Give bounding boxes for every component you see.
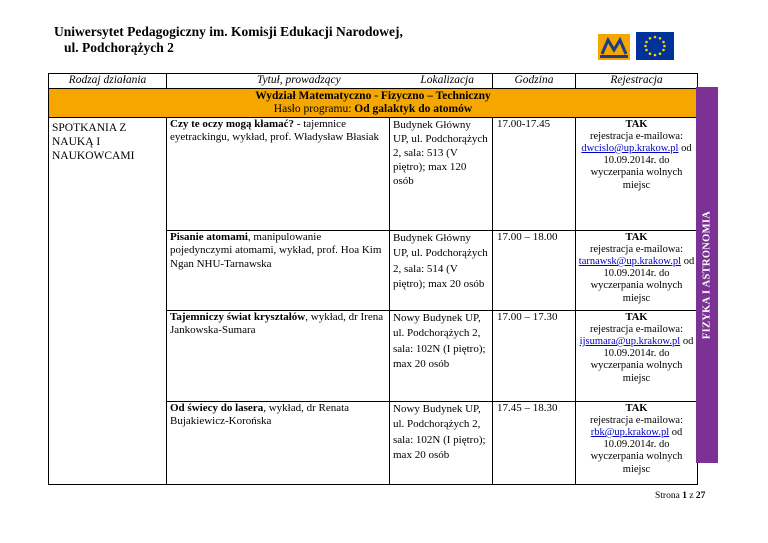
- sidebar-label: FIZYKA I ASTRONOMIA: [701, 210, 713, 340]
- col-header-title-location: [167, 74, 493, 89]
- event-location: Budynek Główny UP, ul. Podchorążych 2, sala: 514 (V piętro); max 20 osób: [390, 230, 493, 310]
- subject-sidebar: [696, 87, 718, 463]
- faculty-name: Wydział Matematyczno - Fizyczno – Techniczny: [255, 89, 491, 102]
- col-header-registration: Rejestracja: [576, 74, 698, 89]
- col-header-type: Rodzaj działania: [49, 74, 167, 89]
- event-registration: TAK rejestracja e-mailowa: tarnawsk@up.krakow.pl od 10.09.2014r. do wyczerpania wolnych miejsc: [576, 230, 698, 310]
- registration-email-link[interactable]: tarnawsk@up.krakow.pl: [578, 255, 682, 267]
- header-line-2: ul. Podchorążych 2: [64, 40, 174, 55]
- event-title: Czy te oczy mogą kłamać? - tajemnice eyetrackingu, wykład, prof. Władysław Błasiak: [167, 117, 390, 230]
- col-header-time: Godzina: [493, 74, 576, 89]
- category-cell: SPOTKANIA Z NAUKĄ I NAUKOWCAMI: [49, 117, 167, 484]
- col-header-title: Tytuł, prowadzący: [257, 74, 341, 86]
- event-registration: TAK rejestracja e-mailowa: dwcislo@up.krakow.pl od 10.09.2014r. do wyczerpania wolnych miejsc: [576, 117, 698, 230]
- page-footer: Strona 1 z 27: [655, 491, 706, 501]
- registration-email-link[interactable]: rbk@up.krakow.pl: [590, 426, 670, 438]
- registration-email-link[interactable]: ijsumara@up.krakow.pl: [579, 335, 681, 347]
- event-location: Nowy Budynek UP, ul. Podchorążych 2, sala: 102N (I piętro); max 20 osób: [390, 401, 493, 484]
- document-header: [54, 24, 403, 56]
- event-time: 17.00 – 17.30: [493, 310, 576, 401]
- faculty-banner: [49, 88, 698, 117]
- university-logo-icon: [598, 34, 630, 60]
- program-motto: Hasło programu: Od galaktyk do atomów: [273, 102, 473, 115]
- motto-text: Od galaktyk do atomów: [354, 102, 473, 115]
- event-time: 17.00-17.45: [493, 117, 576, 230]
- column-header-row: [49, 74, 698, 89]
- table-row: [49, 117, 698, 230]
- event-registration: TAK rejestracja e-mailowa: rbk@up.krakow.pl od 10.09.2014r. do wyczerpania wolnych miejsc: [576, 401, 698, 484]
- col-header-location: Lokalizacja: [420, 74, 474, 86]
- registration-email-link[interactable]: dwcislo@up.krakow.pl: [581, 142, 679, 154]
- page-number: 1: [682, 491, 687, 501]
- event-title: Tajemniczy świat kryształów, wykład, dr Irena Jankowska-Sumara: [167, 310, 390, 401]
- event-registration: TAK rejestracja e-mailowa: ijsumara@up.krakow.pl od 10.09.2014r. do wyczerpania wolnych miejsc: [576, 310, 698, 401]
- event-location: Budynek Główny UP, ul. Podchorążych 2, sala: 513 (V piętro); max 120 osób: [390, 117, 493, 230]
- header-line-1: Uniwersytet Pedagogiczny im. Komisji Edukacji Narodowej,: [54, 24, 403, 39]
- page-total: 27: [695, 491, 706, 501]
- event-location: Nowy Budynek UP, ul. Podchorążych 2, sala: 102N (I piętro); max 20 osób: [390, 310, 493, 401]
- eu-flag-icon: [636, 32, 674, 60]
- event-title: Pisanie atomami, manipulowanie pojedynczymi atomami, wykład, prof. Hoa Kim Ngan NHU-Tarnawska: [167, 230, 390, 310]
- event-time: 17.45 – 18.30: [493, 401, 576, 484]
- events-table: [48, 73, 698, 485]
- event-time: 17.00 – 18.00: [493, 230, 576, 310]
- event-title: Od świecy do lasera, wykład, dr Renata Bujakiewicz-Korońska: [167, 401, 390, 484]
